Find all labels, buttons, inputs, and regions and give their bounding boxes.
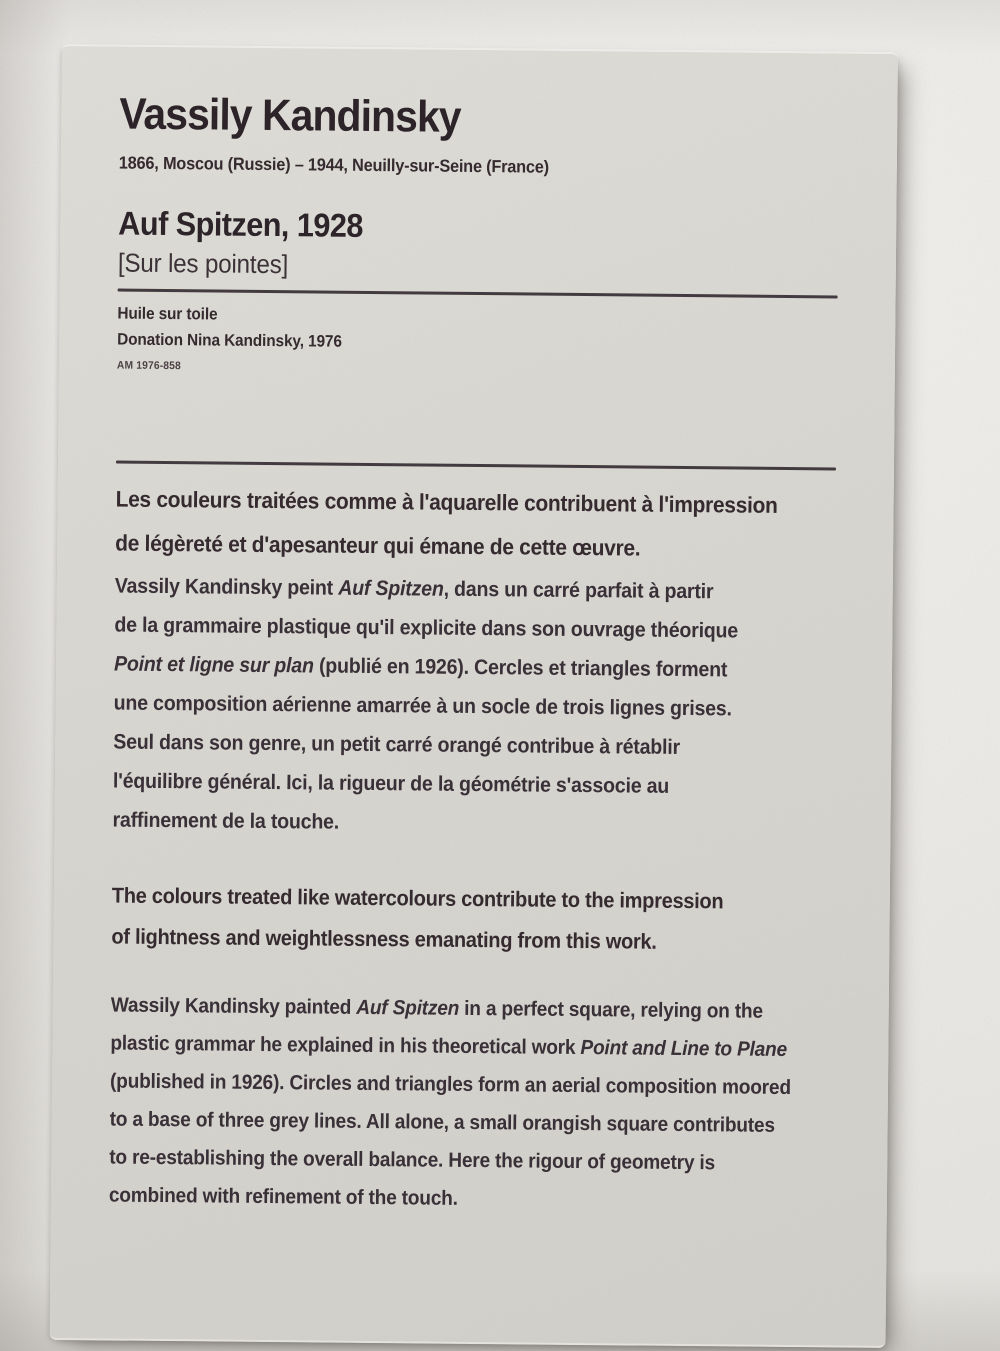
- text-line: Seul dans son genre, un petit carré orangé contribue à rétablir: [113, 730, 681, 759]
- work-title: Auf Spitzen, 1928: [118, 204, 364, 244]
- text-line: de la grammaire plastique qu'il explicite dans son ouvrage théorique: [114, 613, 739, 643]
- text-line: to a base of three grey lines. All alone, a small orangish square contributes: [109, 1107, 775, 1137]
- english-body-paragraph: [108, 987, 791, 1221]
- artist-name: Vassily Kandinsky: [119, 89, 461, 142]
- divider-line-top: [118, 289, 838, 299]
- text-line: Vassily Kandinsky peint Auf Spitzen, dans un carré parfait à partir: [114, 574, 714, 604]
- divider-line-middle: [116, 461, 836, 471]
- artist-life-dates: 1866, Moscou (Russie) – 1944, Neuilly-sur-Seine (France): [118, 152, 550, 177]
- english-lead-paragraph: [111, 876, 781, 964]
- text-line: The colours treated like watercolours contribute to the impression: [111, 883, 724, 914]
- provenance-line: Donation Nina Kandinsky, 1976: [117, 330, 342, 351]
- text-line: Point et ligne sur plan (publié en 1926). Cercles et triangles forment: [113, 652, 728, 682]
- text-line: une composition aérienne amarrée à un socle de trois lignes grises.: [113, 691, 732, 721]
- text-line: combined with refinement of the touch.: [108, 1183, 458, 1210]
- text-line: plastic grammar he explained in his theoretical work Point and Line to Plane: [110, 1031, 788, 1062]
- text-line: Wassily Kandinsky painted Auf Spitzen in a perfect square, relying on the: [110, 993, 763, 1023]
- medium-line: Huile sur toile: [117, 304, 218, 324]
- french-body-paragraph: [112, 567, 784, 846]
- french-lead-paragraph: [115, 478, 785, 572]
- text-line: of lightness and weightlessness emanating from this work.: [111, 924, 657, 954]
- text-line: Les couleurs traitées comme à l'aquarelle contribuent à l'impression: [115, 486, 778, 518]
- museum-label-card: [50, 44, 898, 1348]
- text-line: to re-establishing the overall balance. Here the rigour of geometry is: [109, 1145, 716, 1175]
- work-title-french-translation: [Sur les pointes]: [117, 247, 289, 280]
- text-line: (published in 1926). Circles and triangles form an aerial composition moored: [109, 1069, 791, 1100]
- text-line: raffinement de la touche.: [112, 808, 340, 834]
- text-line: de légèreté et d'apesanteur qui émane de cette œuvre.: [115, 530, 641, 561]
- text-line: l'équilibre général. Ici, la rigueur de la géométrie s'associe au: [112, 769, 670, 798]
- accession-number: AM 1976-858: [116, 359, 182, 373]
